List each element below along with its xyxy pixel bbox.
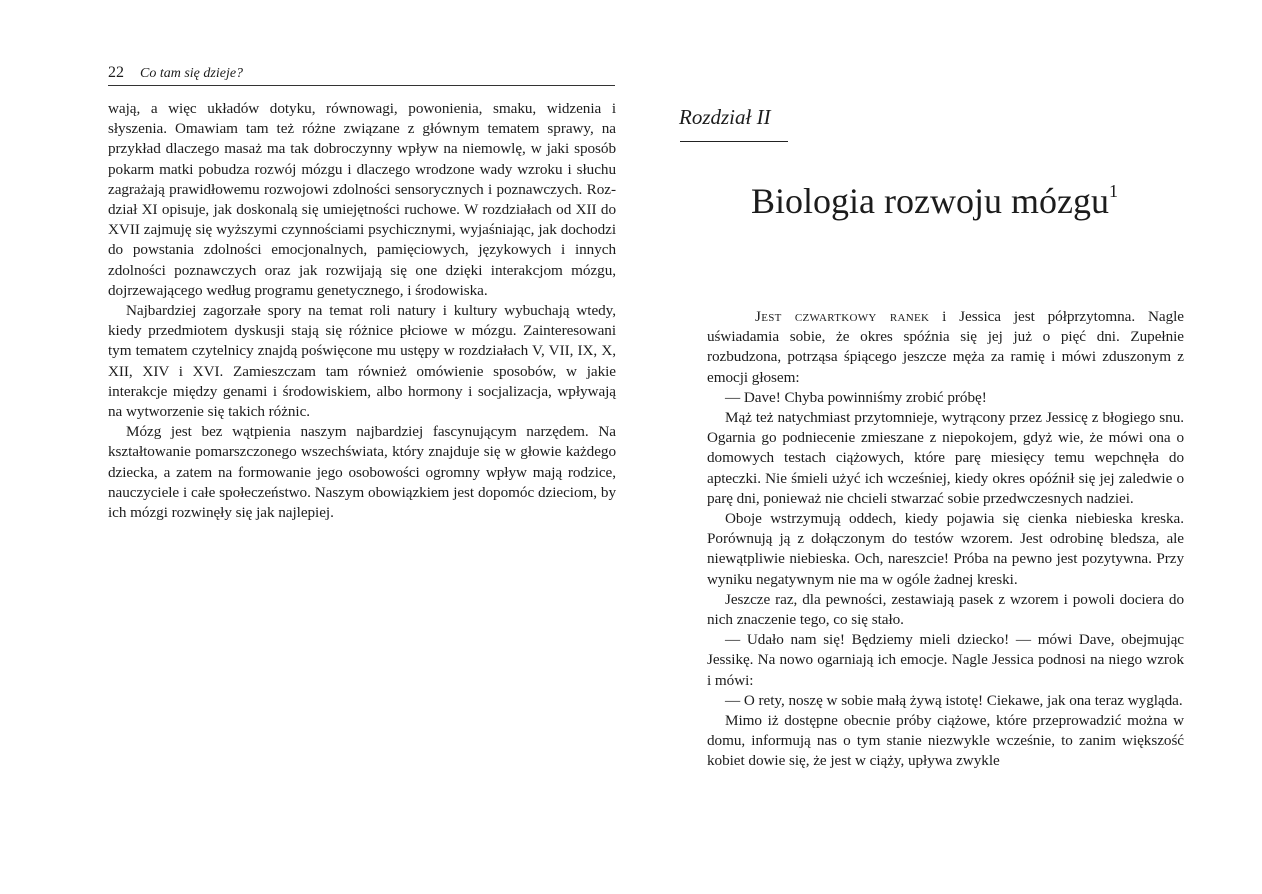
paragraph: Jeszcze raz, dla pewności, zestawiają pasek z wzorem i powoli dociera do nich znaczenie tego, co się stało.	[707, 590, 1184, 629]
paragraph: — Dave! Chyba powinniśmy zrobić próbę!	[725, 388, 987, 406]
paragraph: Najbardziej zagorzałe spory na temat roli natury i kultury wybuchają wtedy, kiedy przedmiotem dyskusji stają się różnice płciowe w mózgu. Zainteresowani tym tematem czytelnicy znajdą poświęcone mu ustępy w rozdziałach V, VII, IX, X, XII, XIV i XVI. Zamieszczam tam również omówienie sposobów, w jakie interakcje między genami i środowiskiem, albo hormony i socjalizacja, wpływają na wytworzenie się takich różnic.	[108, 302, 616, 421]
footnote-marker: 1	[1108, 181, 1118, 201]
chapter-title	[751, 178, 1118, 224]
opening-paragraph	[707, 307, 1184, 388]
running-head	[108, 63, 615, 86]
chapter-label: Rozdział II	[679, 105, 771, 129]
running-title: Co tam się dzieje?	[140, 66, 244, 81]
paragraph: Oboje wstrzymują oddech, kiedy pojawia się cienka niebieska kreska. Porównują ją z dołączonym do testów wzorem. Jest odrobinę bledsza, ale niewątpliwie niebieska. Och, nareszcie! Próba na pewno jest pozytywna. Przy wyniku negatywnym nie ma w ogóle żadnej kreski.	[707, 510, 1184, 588]
paragraph: Mózg jest bez wątpienia naszym najbardziej fascynującym narzędem. Na kształtowanie pomarszczonego wszechświata, który znajduje się w głowie każdego dziecka, a zatem na formowanie jego osobowości ogromny wpływ mają rodzice, nauczyciele i całe społeczeństwo. Naszym obowiązkiem jest dopomóc dzieciom, by ich mózgi rozwinęły się jak najlepiej.	[108, 423, 616, 522]
paragraph: wają, a więc układów dotyku, równowagi, powonienia, smaku, widzenia i słyszenia. Omawiam tam też różne związane z głównym tematem sprawy, na przykład dlaczego masaż ma tak dobroczynny wpływ na niemowlę, w jaki sposób pokarm matki pobudza rozwój mózgu i dlaczego wrodzone wady wzroku i słuchu zagrażają prawidłowemu rozwojowi zdolności sensorycznych i poznawczych. Rozdział XI opisuje, jak doskonalą się umiejętności ruchowe. W rozdziałach od XII do XVII zajmuję się wyższymi czynnościami psychicznymi, wyjaśniając, jak dochodzi do powstania zdolności emocjonalnych, pamięciowych, językowych i innych zdolności poznawczych oraz jak rozwijają się one dzięki interakcjom mózgu, dojrzewającego według programu genetycznego, i środowiska.	[108, 100, 616, 299]
right-body-text	[707, 307, 1184, 772]
paragraph: — O rety, noszę w sobie małą żywą istotę! Ciekawe, jak ona teraz wygląda.	[725, 691, 1183, 709]
chapter-title-text: Biologia rozwoju mózgu	[751, 181, 1109, 221]
chapter-rule	[680, 141, 788, 142]
paragraph: Mimo iż dostępne obecnie próby ciążowe, które przeprowadzić można w domu, informują nas o tym stanie niezwykle wcześnie, to zanim większość kobiet dowie się, że jest w ciąży, upływa zwykle	[707, 712, 1184, 770]
left-body-text	[108, 99, 616, 523]
opening-text: i Jessica jest półprzytomna. Nagle uświadamia sobie, że okres spóźnia się jej już o pięć dni. Zupełnie rozbudzona, potrząsa śpiącego jeszcze męża za ramię i mówi zduszonym z emocji głosem:	[707, 308, 1184, 386]
opening-smallcaps: Jest czwartkowy ranek	[755, 308, 930, 325]
page-number: 22	[108, 64, 124, 81]
paragraph: — Udało nam się! Będziemy mieli dziecko! — mówi Dave, obejmując Jessikę. Na nowo ogarniają ich emocje. Nagle Jessica podnosi na niego wzrok i mówi:	[707, 631, 1184, 689]
right-page	[631, 0, 1262, 894]
paragraph: Mąż też natychmiast przytomnieje, wytrącony przez Jessicę z błogiego snu. Ogarnia go podniecenie zmieszane z niepokojem, gdyż wie, że mówi ona o domowych testach ciążowych, które parę miesięcy temu wepchnęła do apteczki. Nie śmieli użyć ich wcześniej, kiedy okres opóźnił się jej zaledwie o parę dni, ponieważ nie chcieli stwarzać sobie przedwczesnych nadziei.	[707, 409, 1184, 507]
